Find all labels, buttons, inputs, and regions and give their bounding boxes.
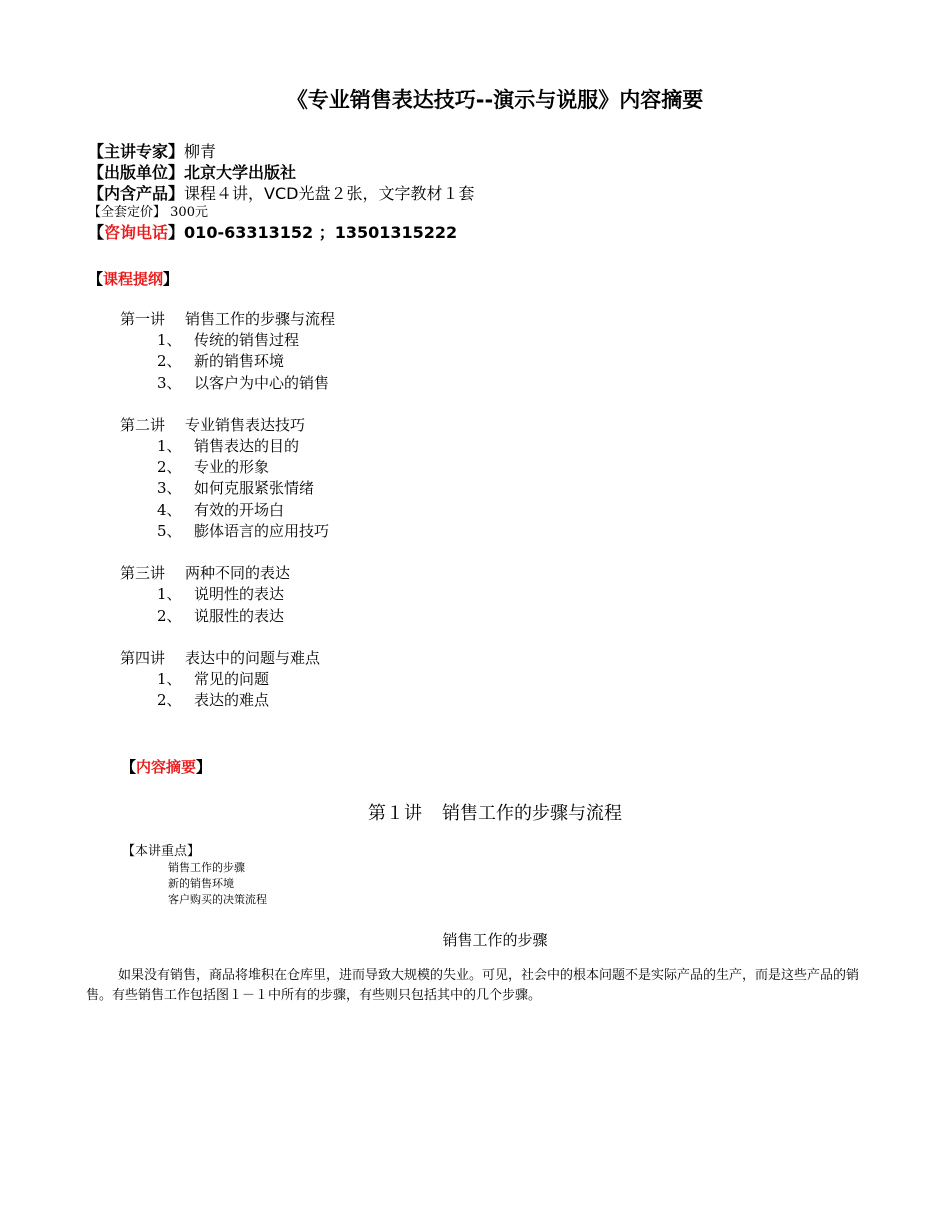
key-points-heading: 【本讲重点】 [122, 844, 201, 859]
outline-item-text: 专业的形象 [194, 458, 270, 477]
outline-item [120, 436, 335, 457]
products-label: 【内含产品】 [88, 184, 185, 203]
outline-item-text: 如何克服紧张情绪 [194, 479, 315, 498]
product-info [88, 141, 474, 243]
outline-item-number: 2、 [157, 606, 182, 625]
hotline-line [88, 222, 474, 243]
lecture-title [120, 563, 335, 584]
key-points [122, 843, 267, 908]
outline-heading [88, 268, 178, 289]
outline-item-number: 1、 [157, 669, 182, 688]
outline-item-text: 销售表达的目的 [194, 436, 300, 455]
outline-item-text: 传统的销售过程 [194, 331, 300, 349]
outline-item-text: 有效的开场白 [194, 500, 285, 519]
outline-item [120, 690, 335, 711]
outline-heading-open: 【 [88, 270, 104, 288]
price-value: 300元 [170, 205, 208, 220]
lecture-1-heading [0, 799, 950, 825]
publisher-value: 北京大学出版社 [184, 163, 297, 182]
outline-item-number: 1、 [157, 331, 182, 349]
summary-heading-close: 】 [196, 758, 212, 776]
products-value: 课程４讲，VCD光盘２张，文字教材１套 [184, 184, 475, 203]
outline-item-text: 表达的难点 [194, 691, 270, 710]
outline-item [120, 457, 335, 478]
products-line [88, 183, 474, 204]
outline-item [120, 330, 335, 351]
expert-value: 柳青 [184, 142, 217, 161]
outline-item-number: 2、 [157, 458, 182, 477]
outline-item [120, 606, 335, 627]
outline-item-text: 说服性的表达 [194, 606, 285, 625]
key-point-item: 新的销售环境 [168, 877, 234, 890]
lecture-number: 第一讲 [120, 310, 166, 328]
outline-item-text: 膨体语言的应用技巧 [194, 522, 330, 541]
outline-item [120, 478, 335, 499]
lecture-number: 第二讲 [120, 415, 166, 434]
outline-item-number: 4、 [157, 500, 182, 519]
outline-item-number: 3、 [157, 373, 182, 392]
outline-item [120, 521, 335, 542]
lecture-name: 销售工作的步骤与流程 [185, 310, 336, 328]
outline-item-number: 2、 [157, 352, 182, 371]
lecture-block [120, 563, 335, 627]
lecture-name: 专业销售表达技巧 [185, 415, 306, 434]
lecture-block [120, 309, 335, 394]
summary-heading-open: 【 [121, 758, 137, 776]
outline-item [120, 669, 335, 690]
hotline-label: 咨询电话 [104, 223, 169, 242]
outline-item [120, 500, 335, 521]
outline-heading-close: 】 [163, 270, 179, 288]
course-outline [120, 309, 335, 733]
outline-item-number: 5、 [157, 522, 182, 541]
outline-item-number: 3、 [157, 479, 182, 498]
hotline-close: 】 [168, 223, 185, 242]
key-point-item: 销售工作的步骤 [168, 861, 245, 874]
outline-item [120, 584, 335, 605]
price-label: 【全套定价】 [88, 205, 167, 220]
outline-item-text: 说明性的表达 [194, 585, 285, 604]
lecture-title [120, 309, 335, 330]
lecture-number: 第四讲 [120, 648, 166, 667]
expert-label: 【主讲专家】 [88, 142, 185, 161]
outline-item-text: 新的销售环境 [194, 352, 285, 371]
section-subheading: 销售工作的步骤 [442, 931, 548, 949]
summary-heading-label: 内容摘要 [136, 758, 197, 776]
hotline-open: 【 [88, 223, 105, 242]
lecture-1-name: 销售工作的步骤与流程 [442, 803, 622, 824]
outline-item-text: 常见的问题 [194, 669, 270, 688]
hotline-value: 010-63313152 ；13501315222 [184, 223, 458, 242]
body-paragraph: 如果没有销售，商品将堆积在仓库里，进而导致大规模的失业。可见，社会中的根本问题不是实际产品的生产，而是这些产品的销售。有些销售工作包括图１－１中所有的步骤，有些则只包括其中的几个步骤。 [86, 968, 860, 1003]
price-line [88, 204, 474, 222]
key-point-item: 客户购买的决策流程 [168, 893, 267, 906]
lecture-name: 两种不同的表达 [185, 564, 291, 583]
outline-item [120, 373, 335, 394]
outline-item [120, 351, 335, 372]
expert-line [88, 141, 474, 162]
outline-item-number: 1、 [157, 585, 182, 604]
outline-heading-label: 课程提纲 [103, 270, 164, 288]
outline-item-number: 1、 [157, 436, 182, 455]
summary-heading [121, 756, 211, 777]
lecture-number: 第三讲 [120, 564, 166, 583]
lecture-title [120, 415, 335, 436]
outline-item-text: 以客户为中心的销售 [194, 373, 330, 392]
lecture-block [120, 415, 335, 542]
outline-item-number: 2、 [157, 691, 182, 710]
lecture-title [120, 648, 335, 669]
lecture-block [120, 648, 335, 712]
lecture-1-number: 第１讲 [368, 803, 422, 824]
lecture-name: 表达中的问题与难点 [185, 648, 321, 667]
publisher-label: 【出版单位】 [88, 163, 185, 182]
publisher-line [88, 162, 474, 183]
document-title: 《专业销售表达技巧--演示与说服》内容摘要 [286, 88, 704, 112]
